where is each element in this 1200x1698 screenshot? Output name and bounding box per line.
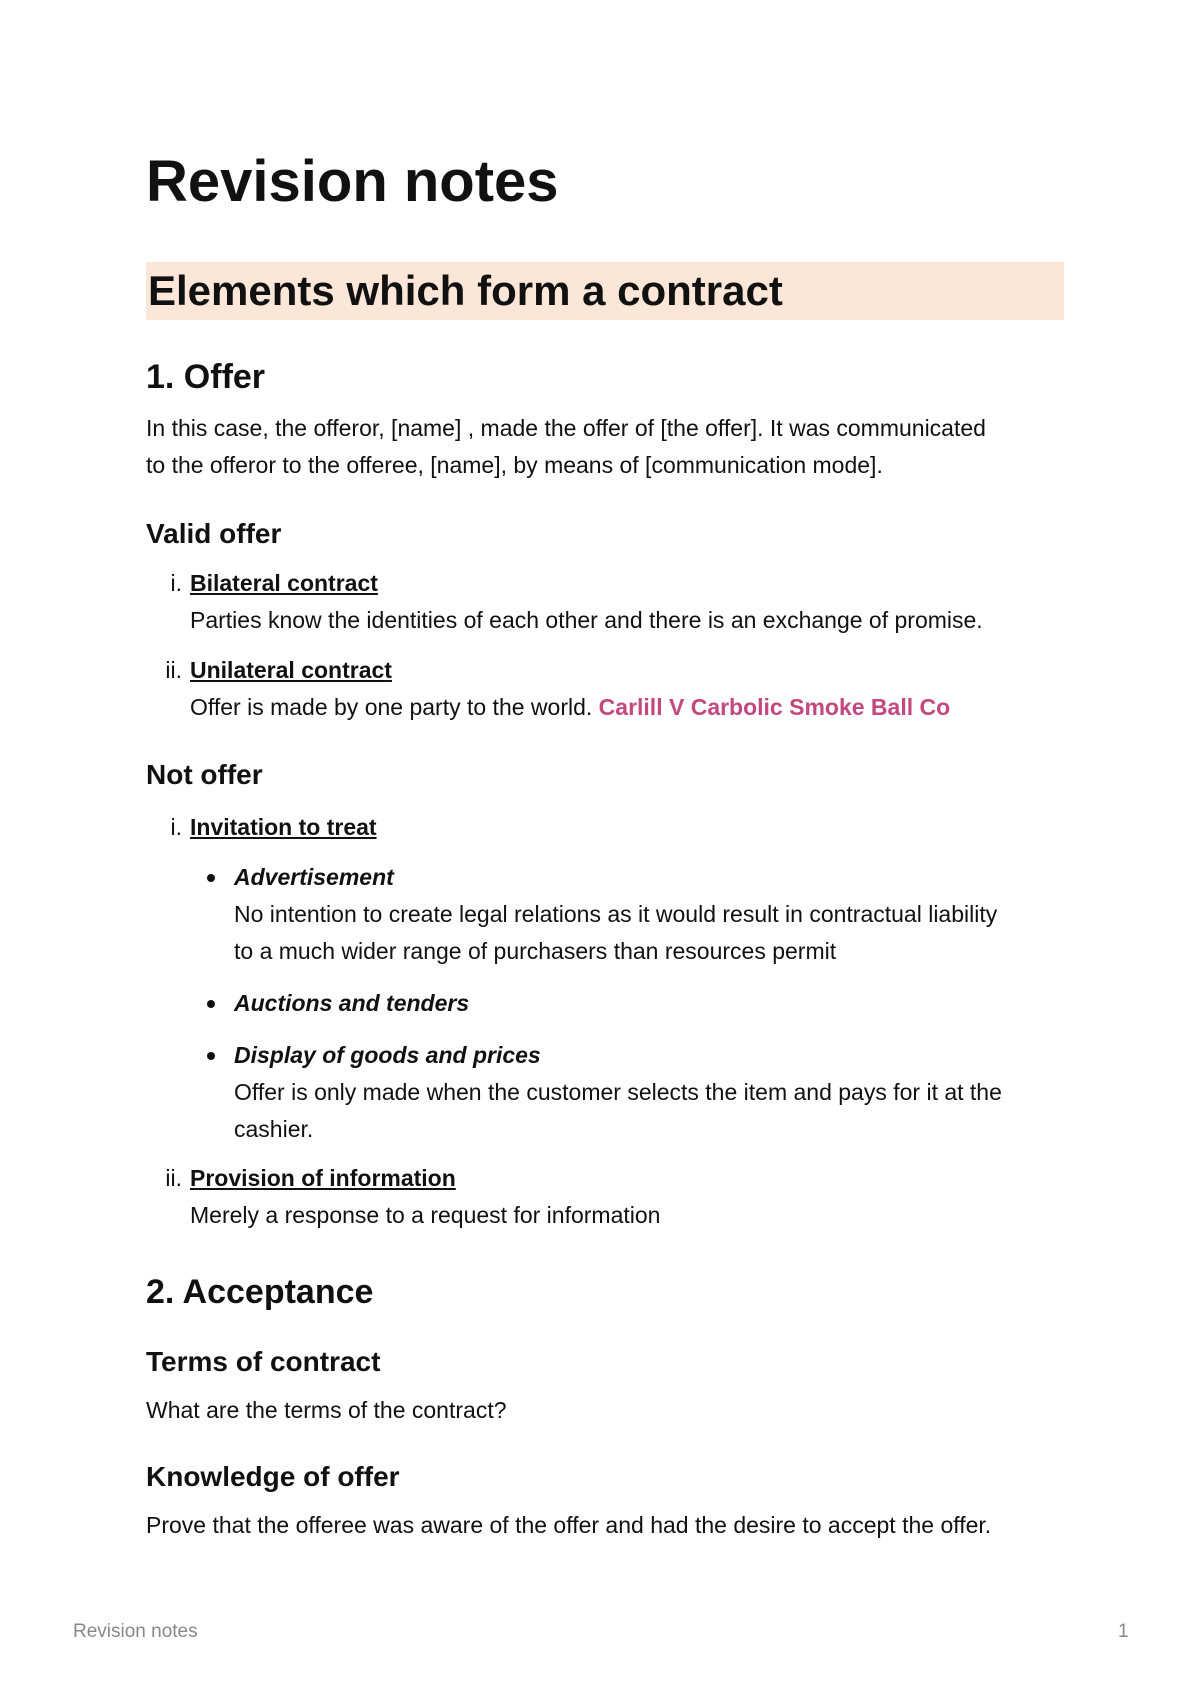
display-goods-title: Display of goods and prices: [234, 1042, 541, 1068]
bullet-icon: [207, 874, 215, 882]
page-number: 1: [1118, 1621, 1129, 1642]
page-title: Revision notes: [146, 149, 559, 214]
valid-offer-heading: Valid offer: [146, 518, 282, 549]
list-numeral: ii.: [165, 657, 182, 683]
list-numeral: i.: [170, 814, 182, 840]
display-goods-text-line-1: Offer is only made when the customer selects the item and pays for it at the: [234, 1079, 1002, 1105]
auctions-tenders-title: Auctions and tenders: [234, 990, 470, 1016]
advertisement-text-line-1: No intention to create legal relations as it would result in contractual liability: [234, 901, 998, 927]
not-offer-heading: Not offer: [146, 759, 263, 790]
terms-of-contract-text: What are the terms of the contract?: [146, 1397, 507, 1423]
provision-information-text: Merely a response to a request for information: [190, 1202, 661, 1228]
offer-heading: 1. Offer: [146, 358, 266, 396]
unilateral-contract-title: Unilateral contract: [190, 657, 392, 683]
bullet-icon: [207, 1052, 215, 1060]
offer-intro-line-1: In this case, the offeror, [name] , made the offer of [the offer]. It was communicated: [146, 415, 986, 441]
section-heading-band: [146, 262, 1064, 320]
acceptance-heading: 2. Acceptance: [146, 1273, 374, 1311]
unilateral-contract-text: [190, 689, 950, 726]
bilateral-contract-title: Bilateral contract: [190, 570, 378, 596]
terms-of-contract-heading: Terms of contract: [146, 1346, 381, 1377]
advertisement-title: Advertisement: [234, 864, 394, 890]
display-goods-text-line-2: cashier.: [234, 1116, 314, 1142]
offer-intro-line-2: to the offeror to the offeree, [name], by means of [communication mode].: [146, 452, 883, 478]
bilateral-contract-text: Parties know the identities of each other and there is an exchange of promise.: [190, 607, 983, 633]
footer-label: Revision notes: [73, 1621, 198, 1642]
section-heading: Elements which form a contract: [148, 267, 783, 314]
list-numeral: i.: [170, 570, 182, 596]
list-numeral: ii.: [165, 1165, 182, 1191]
knowledge-of-offer-text: Prove that the offeree was aware of the offer and had the desire to accept the offer.: [146, 1512, 992, 1538]
advertisement-text-line-2: to a much wider range of purchasers than resources permit: [234, 938, 837, 964]
invitation-to-treat-title: Invitation to treat: [190, 814, 377, 840]
unilateral-contract-text-plain: Offer is made by one party to the world.: [190, 694, 599, 720]
provision-information-title: Provision of information: [190, 1165, 456, 1191]
knowledge-of-offer-heading: Knowledge of offer: [146, 1461, 400, 1492]
case-reference: Carlill V Carbolic Smoke Ball Co: [598, 694, 951, 720]
bullet-icon: [207, 1000, 215, 1008]
